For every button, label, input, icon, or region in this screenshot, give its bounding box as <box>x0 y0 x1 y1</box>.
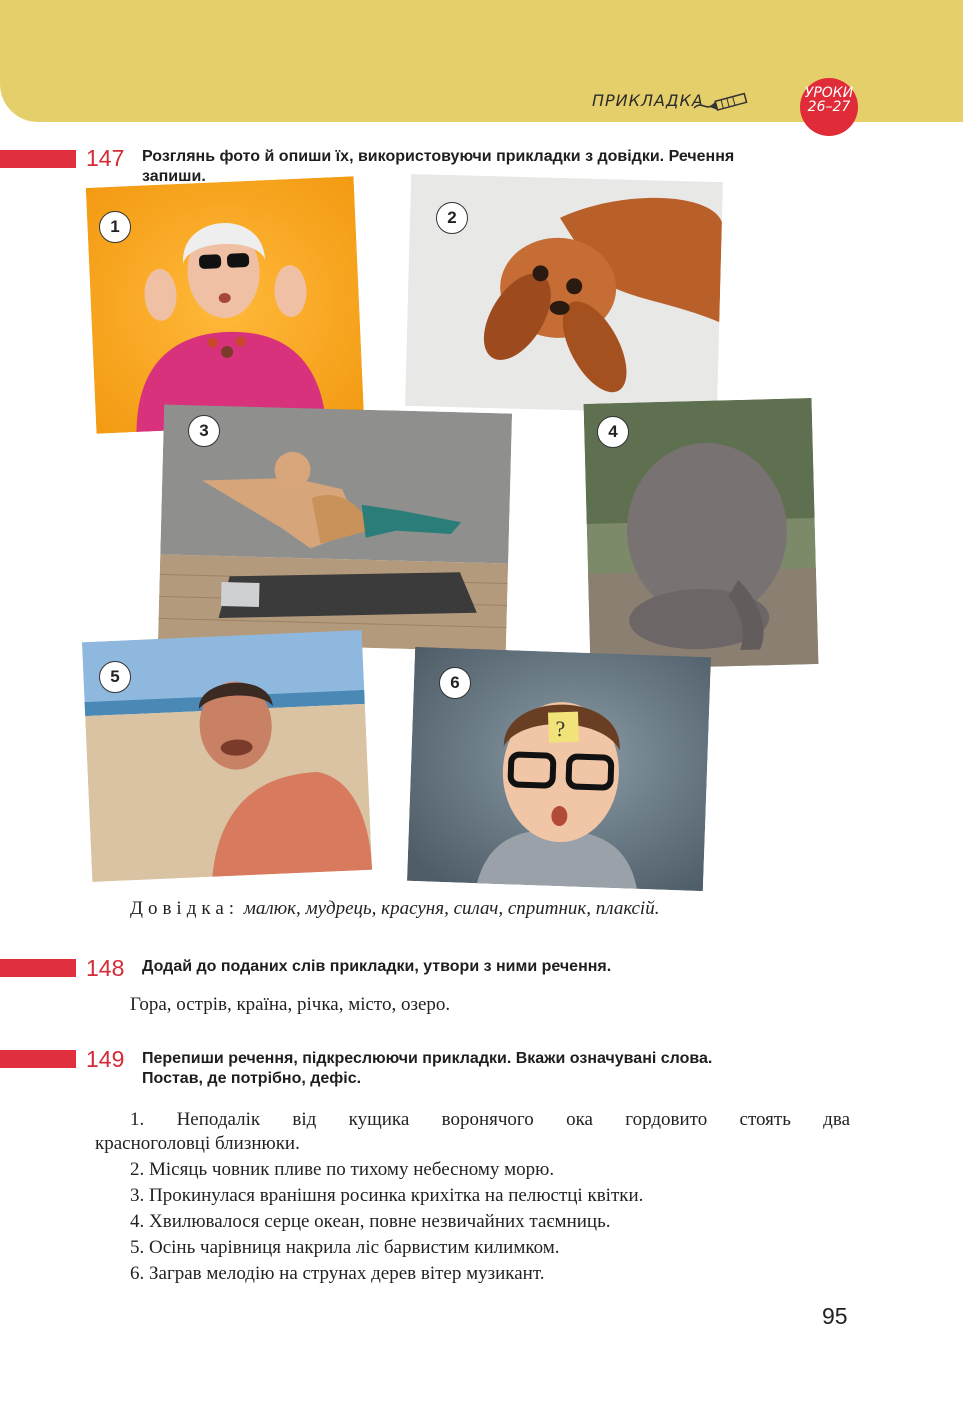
exercise-149-line1: Перепиши речення, підкреслюючи прикладки. Вкажи означувані слова. <box>142 1050 713 1067</box>
exercise-147-bar <box>0 150 76 168</box>
photo-badge-6: 6 <box>439 667 471 699</box>
reference-label: Довідка: <box>130 898 240 919</box>
exercise-148-task: Додай до поданих слів прикладки, утвори з ними речення. <box>142 958 612 975</box>
topic-title: ПРИКЛАДКА <box>592 91 704 110</box>
reference-line <box>130 898 850 920</box>
sentence-3: 3. Прокинулася вранішня росинка крихітка на пелюстці квітки. <box>130 1185 644 1206</box>
lesson-range: 26–27 <box>807 99 851 115</box>
grandma-photo <box>86 176 364 433</box>
lesson-word: УРОКИ <box>804 85 854 101</box>
exercise-149-bar <box>0 1050 76 1068</box>
svg-text:?: ? <box>554 715 566 742</box>
reference-words: малюк, мудрець, красуня, силач, спритник, плаксій. <box>243 898 660 919</box>
pen-icon <box>692 90 754 114</box>
exercise-148-bar <box>0 959 76 977</box>
page-number: 95 <box>822 1303 848 1329</box>
photo-badge-3: 3 <box>188 415 220 447</box>
exercise-147-number: 147 <box>86 145 125 171</box>
sentence-2: 2. Місяць човник пливе по тихому небесному морю. <box>130 1159 555 1180</box>
sentence-4: 4. Хвилювалося серце океан, повне незвичайних таємниць. <box>130 1211 611 1232</box>
photo-badge-4: 4 <box>597 416 629 448</box>
sentence-1-cont: красноголовці близнюки. <box>95 1133 300 1154</box>
exercise-148-words: Гора, острів, країна, річка, місто, озеро. <box>130 994 451 1015</box>
exercise-149-task <box>142 1049 850 1089</box>
exercise-148-number: 148 <box>86 955 125 981</box>
sentence-5: 5. Осінь чарівниця накрила ліс барвистим килимком. <box>130 1237 560 1258</box>
exercise-149-number: 149 <box>86 1046 125 1072</box>
sentence-6: 6. Заграв мелодію на струнах дерев вітер музикант. <box>130 1263 545 1284</box>
exercise-147-line1: Розглянь фото й опиши їх, використовуючи прикладки з довідки. Речення <box>142 148 735 165</box>
lesson-badge <box>800 78 858 136</box>
sentence-1: 1. Неподалік від кущика воронячого ока гордовито стоять два <box>130 1109 850 1130</box>
photo-badge-5: 5 <box>99 661 131 693</box>
exercise-149-line2: Постав, де потрібно, дефіс. <box>142 1070 362 1087</box>
photo-badge-2: 2 <box>436 202 468 234</box>
photo-badge-1: 1 <box>99 211 131 243</box>
exercise-147-line2: запиши. <box>142 168 206 185</box>
